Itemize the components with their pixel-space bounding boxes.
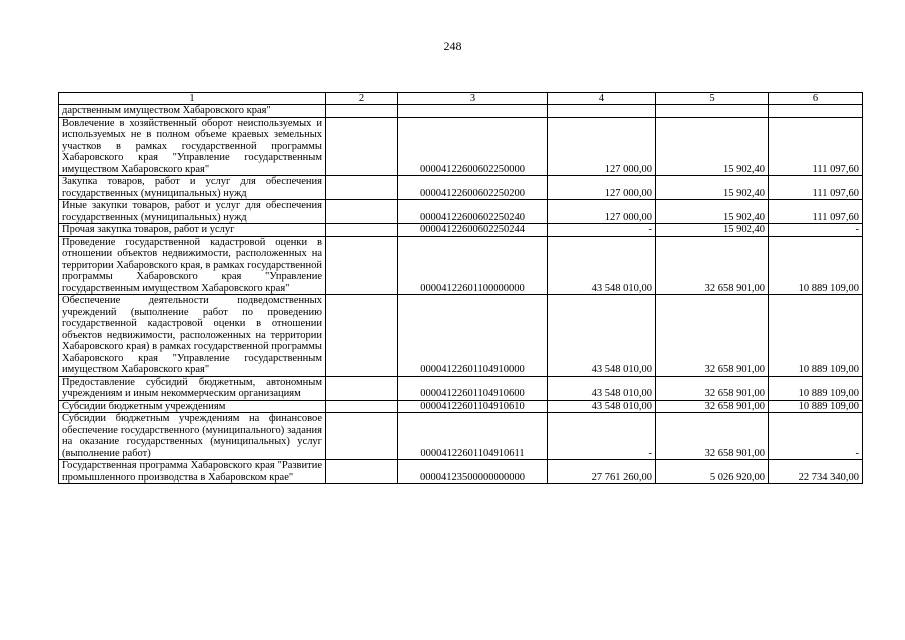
row-name: Прочая закупка товаров, работ и услуг — [59, 224, 326, 237]
row-code: 00004123500000000000 — [398, 460, 548, 484]
row-col2 — [326, 236, 398, 295]
row-value-5: 32 658 901,00 — [656, 376, 769, 400]
column-header: 1 — [59, 93, 326, 105]
row-name: Обеспечение деятельности подведомственных учреждений (выполнение работ по проведению государственной кадастровой оценки в отношении объектов недвижимости, расположенных на территории Хабаровского края) в рамках государственной программы Хабаровского края "Управление государственным имуществом Хабаровского края" — [59, 295, 326, 377]
table-row — [59, 460, 863, 484]
row-col2 — [326, 117, 398, 176]
row-value-6: 10 889 109,00 — [769, 376, 863, 400]
row-value-6: 111 097,60 — [769, 200, 863, 224]
row-value-5: 15 902,40 — [656, 200, 769, 224]
row-name: дарственным имуществом Хабаровского края" — [59, 105, 326, 118]
row-code: 00004122601104910000 — [398, 295, 548, 377]
row-code: 00004122601104910600 — [398, 376, 548, 400]
table-body — [59, 105, 863, 484]
table-row — [59, 200, 863, 224]
column-header: 3 — [398, 93, 548, 105]
row-value-4: 27 761 260,00 — [548, 460, 656, 484]
column-header: 4 — [548, 93, 656, 105]
column-header: 6 — [769, 93, 863, 105]
table-row — [59, 105, 863, 118]
table-row — [59, 236, 863, 295]
row-col2 — [326, 295, 398, 377]
row-value-5: 32 658 901,00 — [656, 236, 769, 295]
row-value-5: 15 902,40 — [656, 176, 769, 200]
row-name: Предоставление субсидий бюджетным, автономным учреждениям и иным некоммерческим организациям — [59, 376, 326, 400]
row-value-4: 127 000,00 — [548, 176, 656, 200]
row-code: 00004122600602250244 — [398, 224, 548, 237]
row-code: 00004122601104910611 — [398, 413, 548, 460]
row-value-5: 32 658 901,00 — [656, 413, 769, 460]
table-row — [59, 295, 863, 377]
row-value-4: 43 548 010,00 — [548, 236, 656, 295]
row-value-6: 10 889 109,00 — [769, 236, 863, 295]
row-col2 — [326, 400, 398, 413]
column-header: 5 — [656, 93, 769, 105]
table-row — [59, 400, 863, 413]
row-value-4: 127 000,00 — [548, 117, 656, 176]
row-code: 00004122600602250240 — [398, 200, 548, 224]
row-name: Проведение государственной кадастровой оценки в отношении объектов недвижимости, расположенных на территории Хабаровского края, в рамках государственной программы Хабаровского края "Управление государственным имуществом Хабаровского края" — [59, 236, 326, 295]
row-value-5: 5 026 920,00 — [656, 460, 769, 484]
table-row — [59, 413, 863, 460]
table-header-row — [59, 93, 863, 105]
row-value-6: 111 097,60 — [769, 176, 863, 200]
row-value-4 — [548, 105, 656, 118]
row-value-5 — [656, 105, 769, 118]
row-col2 — [326, 413, 398, 460]
row-col2 — [326, 460, 398, 484]
budget-table — [58, 92, 863, 484]
row-name: Субсидии бюджетным учреждениям на финансовое обеспечение государственного (муниципального) задания на оказание государственных (муниципальных) услуг (выполнение работ) — [59, 413, 326, 460]
column-header: 2 — [326, 93, 398, 105]
row-code — [398, 105, 548, 118]
row-value-4: 127 000,00 — [548, 200, 656, 224]
row-name: Вовлечение в хозяйственный оборот неиспользуемых и используемых не в полном объеме краевых земельных участков в рамках государственной программы Хабаровского края "Управление государственным имуществом Хабаровского края" — [59, 117, 326, 176]
row-name: Государственная программа Хабаровского края "Развитие промышленного производства в Хабаровском крае" — [59, 460, 326, 484]
row-code: 00004122600602250000 — [398, 117, 548, 176]
row-value-4: - — [548, 224, 656, 237]
row-value-6: 22 734 340,00 — [769, 460, 863, 484]
table-row — [59, 117, 863, 176]
table-row — [59, 224, 863, 237]
row-value-5: 15 902,40 — [656, 224, 769, 237]
row-col2 — [326, 105, 398, 118]
row-value-4: 43 548 010,00 — [548, 295, 656, 377]
row-value-4: - — [548, 413, 656, 460]
row-value-6: 111 097,60 — [769, 117, 863, 176]
row-value-5: 32 658 901,00 — [656, 400, 769, 413]
row-value-5: 15 902,40 — [656, 117, 769, 176]
table-row — [59, 376, 863, 400]
row-name: Субсидии бюджетным учреждениям — [59, 400, 326, 413]
row-col2 — [326, 200, 398, 224]
row-code: 00004122601104910610 — [398, 400, 548, 413]
row-name: Закупка товаров, работ и услуг для обеспечения государственных (муниципальных) нужд — [59, 176, 326, 200]
row-value-6 — [769, 105, 863, 118]
page-number: 248 — [443, 39, 462, 53]
row-value-4: 43 548 010,00 — [548, 400, 656, 413]
table-row — [59, 176, 863, 200]
row-value-6: - — [769, 413, 863, 460]
row-value-6: 10 889 109,00 — [769, 400, 863, 413]
row-name: Иные закупки товаров, работ и услуг для обеспечения государственных (муниципальных) нужд — [59, 200, 326, 224]
row-col2 — [326, 376, 398, 400]
row-col2 — [326, 176, 398, 200]
row-value-4: 43 548 010,00 — [548, 376, 656, 400]
row-code: 00004122600602250200 — [398, 176, 548, 200]
row-code: 00004122601100000000 — [398, 236, 548, 295]
row-col2 — [326, 224, 398, 237]
row-value-6: - — [769, 224, 863, 237]
row-value-6: 10 889 109,00 — [769, 295, 863, 377]
row-value-5: 32 658 901,00 — [656, 295, 769, 377]
